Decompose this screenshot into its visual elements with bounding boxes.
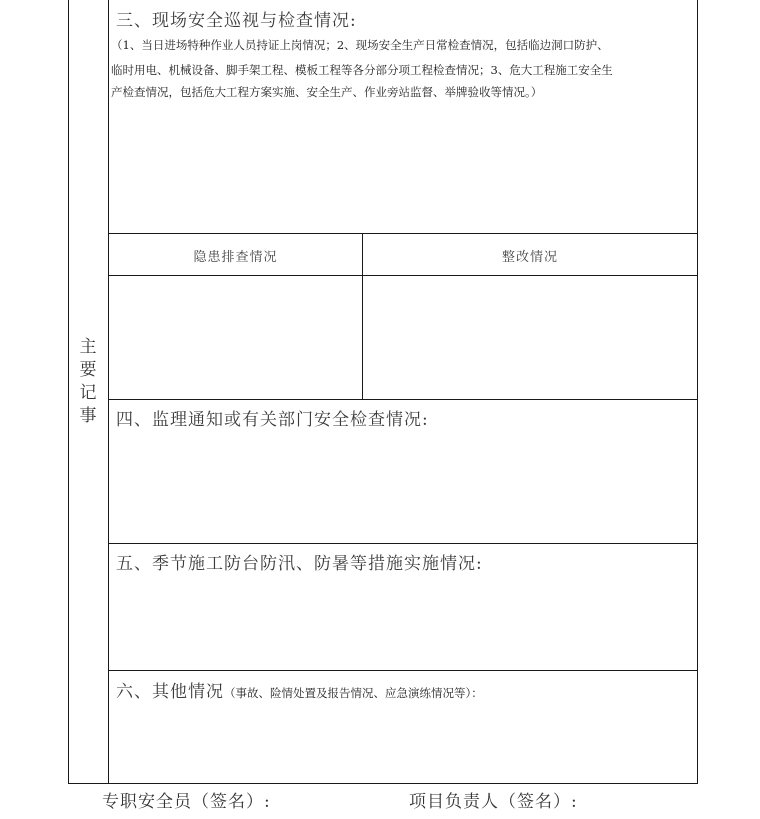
column-header-rectification: 整改情况 (501, 250, 558, 265)
section-3-note-line-1: （1、当日进场特种作业人员持证上岗情况；2、现场安全生产日常检查情况，包括临边洞口防护、 (111, 38, 609, 52)
frame-label-divider (108, 0, 109, 784)
section-3-note-line-2: 临时用电、机械设备、脚手架工程、模板工程等各分部分项工程检查情况；3、危大工程施工安全生 (111, 63, 613, 77)
frame-left-border (68, 0, 69, 784)
section-4-heading: 四、监理通知或有关部门安全检查情况: (116, 410, 429, 430)
section-6-heading-row (116, 677, 483, 702)
section-6-note: （事故、险情处置及报告情况、应急演练情况等）： (224, 686, 483, 700)
frame-bottom-border (68, 783, 698, 784)
safety-officer-signature-label: 专职安全员（签名）: (102, 792, 271, 812)
divider-hazard-header-top (108, 233, 698, 234)
divider-section-5-top (108, 543, 698, 544)
section-6-heading: 六、其他情况 (116, 682, 224, 702)
divider-section-4-top (108, 399, 698, 400)
section-3-note-line-3: 产检查情况，包括危大工程方案实施、安全生产、作业旁站监督、举牌验收等情况。） (111, 85, 543, 99)
project-manager-signature-label: 项目负责人（签名）: (409, 792, 578, 812)
section-3-heading: 三、现场安全巡视与检查情况: (116, 11, 357, 31)
frame-right-border (697, 0, 698, 784)
divider-section-6-top (108, 670, 698, 671)
side-label-main-notes: 主 要 记 事 (79, 337, 97, 426)
column-header-hazard-inspection: 隐患排查情况 (193, 250, 278, 265)
section-5-heading: 五、季节施工防台防汛、防暑等措施实施情况: (116, 554, 483, 574)
divider-hazard-header-bottom (108, 275, 698, 276)
